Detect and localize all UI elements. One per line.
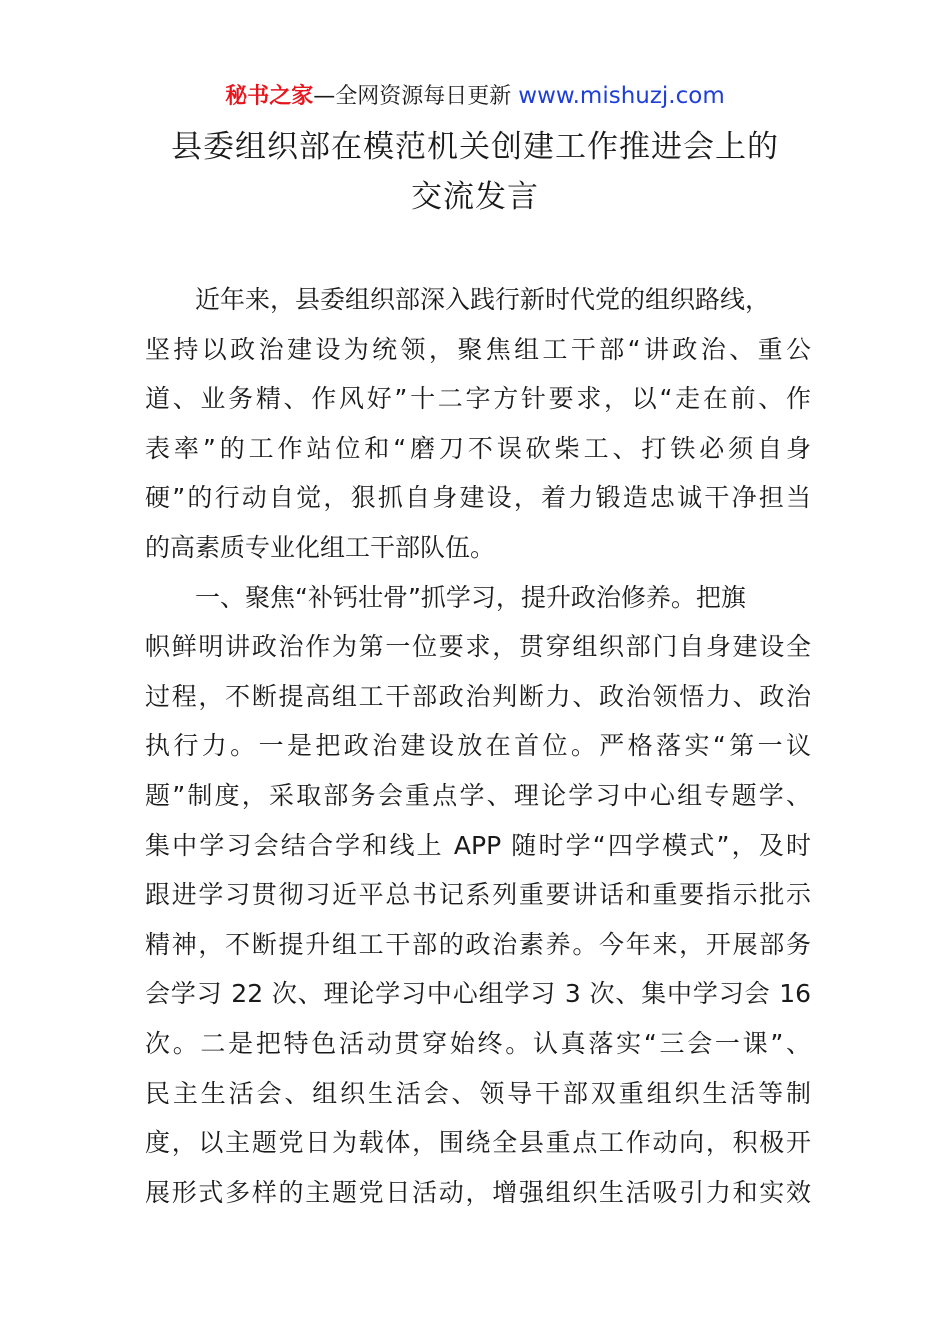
document-title-line-1: 县委组织部在模范机关创建工作推进会上的 [171,129,779,165]
paragraph-line: 近年来，县委组织部深入践行新时代党的组织路线， [195,285,771,314]
paragraph-line: 坚持以政治建设为统领，聚焦组工干部“讲政治、重公 [145,334,811,364]
brand-name: 秘书之家 [225,84,314,109]
paragraph-line: 表率”的工作站位和“磨刀不误砍柴工、打铁必须自身 [145,433,811,463]
paragraph-line: 过程，不断提高组工干部政治判断力、政治领悟力、政治 [145,681,811,711]
section-heading-line: 一、聚焦“补钙壮骨”抓学习，提升政治修养。把旗 [195,582,746,612]
paragraph-line: 民主生活会、组织生活会、领导干部双重组织生活等制 [145,1078,811,1108]
paragraph-line: 精神，不断提升组工干部的政治素养。今年来，开展部务 [145,929,811,959]
paragraph-line: 帜鲜明讲政治作为第一位要求，贯穿组织部门自身建设全 [145,632,811,662]
paragraph-line: 硬”的行动自觉，狠抓自身建设，着力锻造忠诚干净担当 [145,483,811,513]
paragraph-line: 展形式多样的主题党日活动，增强组织生活吸引力和实效 [145,1177,811,1207]
paragraph-line: 跟进学习贯彻习近平总书记系列重要讲话和重要指示批示 [145,880,811,910]
paragraph-line: 执行力。一是把政治建设放在首位。严格落实“第一议 [145,731,811,761]
document-title-line-2: 交流发言 [411,179,539,215]
source-header [0,80,950,113]
paragraph-line: 会学习 22 次、理论学习中心组学习 3 次、集中学习会 16 [145,979,811,1009]
paragraph-line: 题”制度，采取部务会重点学、理论学习中心组专题学、 [145,780,811,810]
paragraph-line: 道、业务精、作风好”十二字方针要求，以“走在前、作 [145,384,811,414]
paragraph-line: 次。二是把特色活动贯穿始终。认真落实“三会一课”、 [145,1028,811,1058]
paragraph-line: 的高素质专业化组工干部队伍。 [145,532,496,562]
site-url-link[interactable]: www.mishuzj.com [518,83,725,109]
paragraph-line: 度，以主题党日为载体，围绕全县重点工作动向，积极开 [145,1128,811,1158]
body-text [145,275,811,1217]
paragraph-line: 集中学习会结合学和线上 APP 随时学“四学模式”，及时 [145,830,811,860]
header-tagline: —全网资源每日更新 [313,84,512,109]
